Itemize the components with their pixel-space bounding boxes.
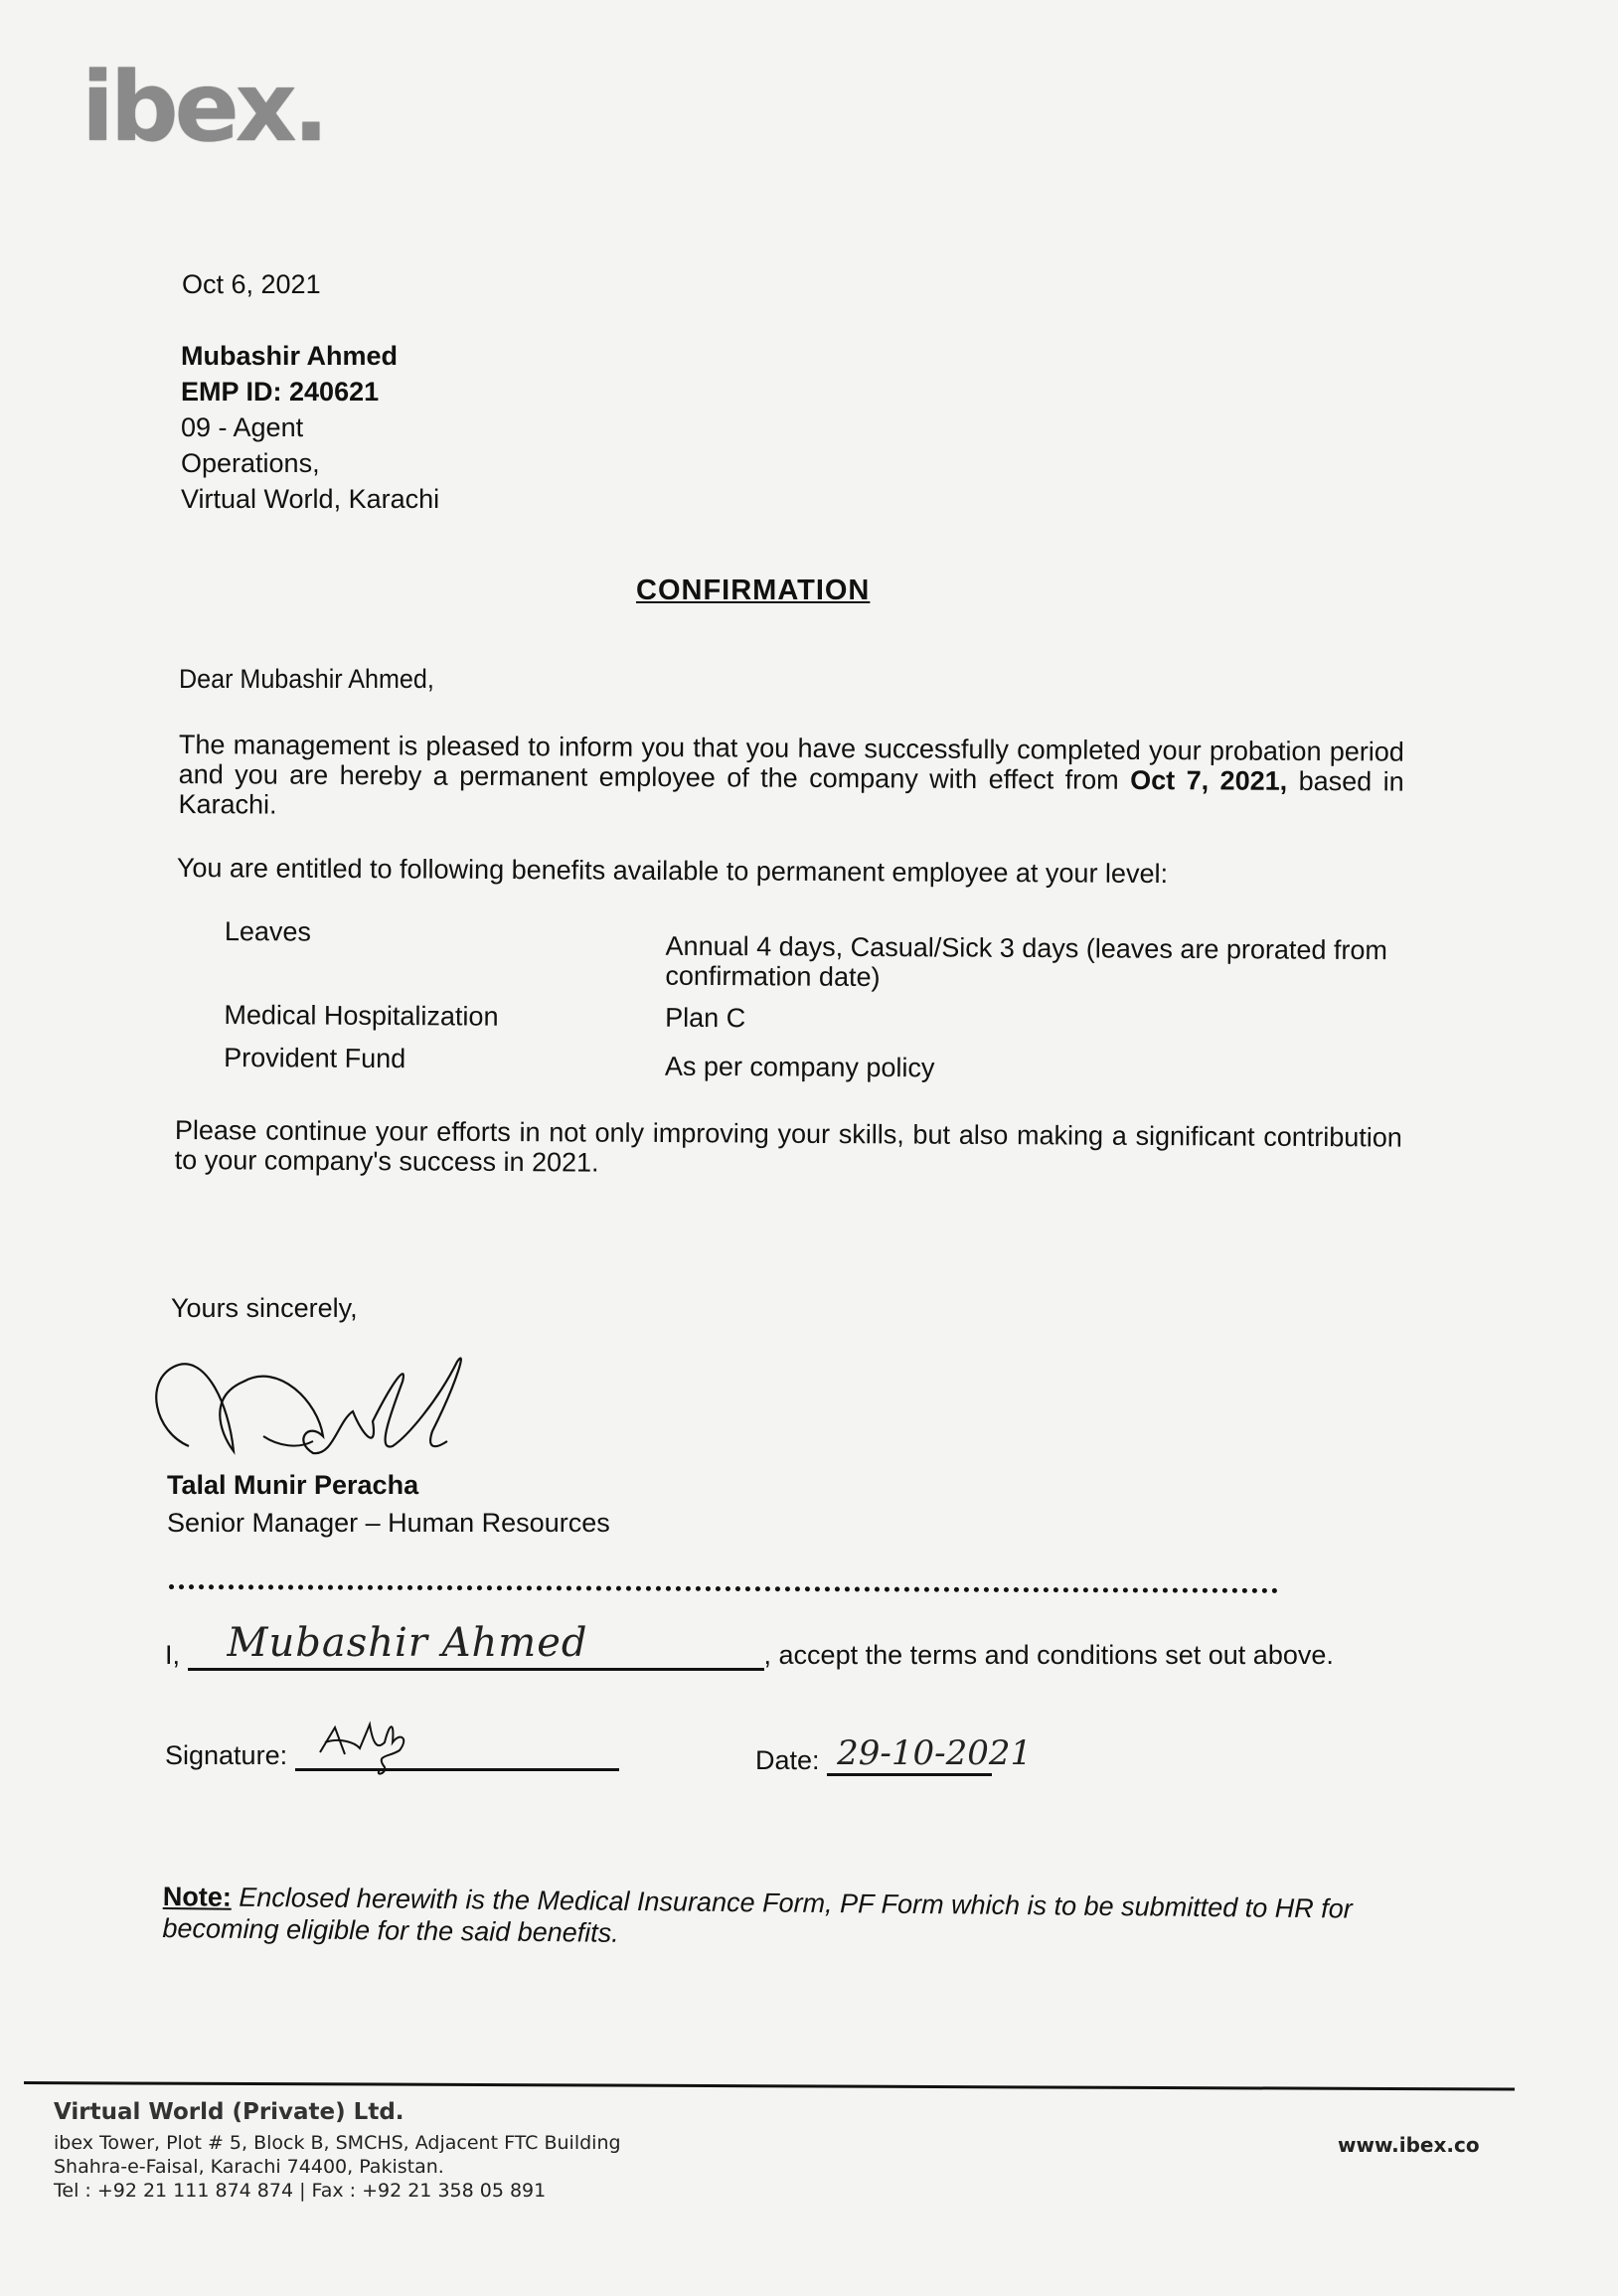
benefit-value: Plan C xyxy=(665,1002,746,1034)
benefits-intro: You are entitled to following benefits available to permanent employee at your level: xyxy=(176,853,1169,890)
note-label: Note: xyxy=(162,1882,232,1912)
footer-website[interactable]: www.ibex.co xyxy=(1338,2133,1480,2157)
recipient-department: Operations, xyxy=(181,448,320,478)
recipient-name: Mubashir Ahmed xyxy=(181,341,399,371)
acceptance-line xyxy=(165,1620,1334,1671)
acceptance-suffix: , accept the terms and conditions set out above. xyxy=(763,1640,1334,1670)
benefit-value: As per company policy xyxy=(664,1051,935,1083)
salutation: Dear Mubashir Ahmed, xyxy=(179,664,434,694)
benefit-row xyxy=(225,916,1417,995)
footer-company: Virtual World (Private) Ltd. xyxy=(54,2099,404,2125)
hr-signature xyxy=(149,1342,547,1471)
handwritten-date: 29-10-2021 xyxy=(837,1733,1033,1773)
recipient-location: Virtual World, Karachi xyxy=(181,484,440,514)
confirmation-paragraph xyxy=(178,730,1404,827)
note-text: Enclosed herewith is the Medical Insurance Form, PF Form which is to be submitted to HR for becoming eligible for the said benefits. xyxy=(162,1882,1353,1948)
date-label: Date: xyxy=(755,1745,820,1775)
employee-signature-row xyxy=(165,1734,619,1771)
benefit-label: Leaves xyxy=(224,916,312,947)
employee-date-row xyxy=(755,1733,1033,1776)
signature-field[interactable] xyxy=(295,1734,619,1771)
benefit-label: Medical Hospitalization xyxy=(224,999,499,1032)
signatory-name: Talal Munir Peracha xyxy=(167,1470,419,1500)
footer-divider xyxy=(24,2081,1515,2091)
closing-paragraph: Please continue your efforts in not only improving your skills, but also making a significant contribution to your company's success in 2021. xyxy=(174,1115,1402,1178)
recipient-grade: 09 - Agent xyxy=(181,412,304,442)
benefit-row xyxy=(224,1043,1416,1085)
note xyxy=(162,1881,1405,1957)
footer-address-1: ibex Tower, Plot # 5, Block B, SMCHS, Adjacent FTC Building xyxy=(54,2132,621,2154)
paragraph1-text: The management is pleased to inform you that you have successfully completed your probation period and you are hereby a permanent employee of the company with effect from xyxy=(178,730,1404,795)
benefits-list xyxy=(224,916,1417,1097)
cut-line-divider xyxy=(169,1584,1278,1593)
effective-date: Oct 7, 2021, xyxy=(1130,764,1288,796)
signatory-title: Senior Manager – Human Resources xyxy=(167,1508,610,1538)
date-field[interactable] xyxy=(827,1733,1033,1776)
handwritten-name: Mubashir Ahmed xyxy=(227,1620,588,1666)
benefit-label: Provident Fund xyxy=(224,1042,406,1074)
name-field[interactable] xyxy=(188,1620,764,1671)
letter-title: CONFIRMATION xyxy=(636,574,871,606)
signature-label: Signature: xyxy=(165,1740,288,1770)
closing: Yours sincerely, xyxy=(171,1293,358,1323)
footer xyxy=(54,2099,621,2203)
footer-phone-fax: Tel : +92 21 111 874 874 | Fax : +92 21 358 05 891 xyxy=(54,2180,547,2202)
employee-id: EMP ID: 240621 xyxy=(181,377,380,407)
acceptance-prefix: I, xyxy=(165,1640,181,1670)
recipient-address xyxy=(181,338,439,517)
benefit-row xyxy=(224,1000,1416,1038)
paragraph1-end: based in Karachi. xyxy=(178,765,1404,820)
ibex-logo: ibex. xyxy=(81,52,326,163)
employee-signature xyxy=(315,1713,434,1782)
letter-date: Oct 6, 2021 xyxy=(182,269,321,299)
benefit-value: Annual 4 days, Casual/Sick 3 days (leaves are prorated from confirmation date) xyxy=(665,930,1388,993)
footer-address-2: Shahra-e-Faisal, Karachi 74400, Pakistan. xyxy=(54,2156,444,2178)
